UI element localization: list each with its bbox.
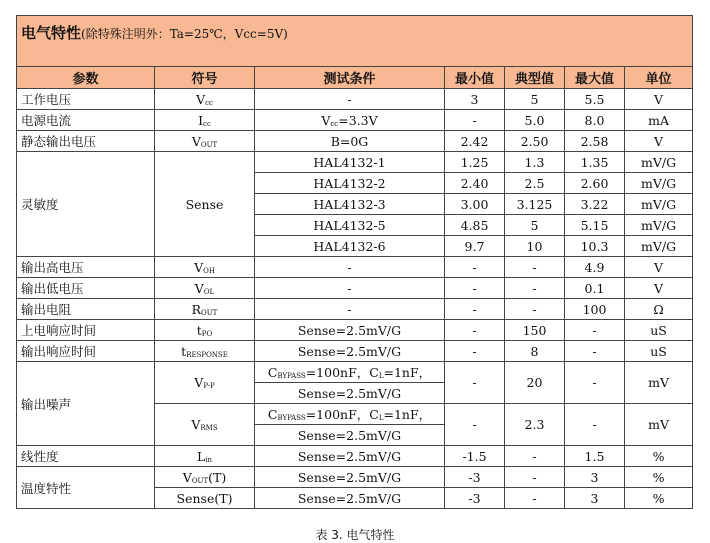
electrical-characteristics-table: [16, 15, 693, 509]
max-cell: 5.15: [565, 215, 625, 236]
condition-cell: HAL4132-6: [255, 236, 445, 257]
header-symbol: 符号: [155, 67, 255, 89]
unit-cell: mV/G: [625, 173, 693, 194]
min-cell: -1.5: [445, 446, 505, 467]
typ-cell: -: [505, 488, 565, 509]
typ-cell: -: [505, 299, 565, 320]
table-title-row: [17, 16, 693, 67]
symbol-cell: $V_{P-P}$: [155, 362, 255, 404]
max-cell: 100: [565, 299, 625, 320]
condition-cell: $C_{BYPASS}=100nF$，$C_L=1nF$，: [255, 362, 445, 383]
max-cell: 0.1: [565, 278, 625, 299]
typ-cell: 10: [505, 236, 565, 257]
symbol-cell: $V_{OUT}$: [155, 131, 255, 152]
max-cell: 10.3: [565, 236, 625, 257]
min-cell: 3: [445, 89, 505, 110]
symbol-cell: $V_{RMS}$: [155, 404, 255, 446]
param-cell: 上电响应时间: [17, 320, 155, 341]
condition-cell: HAL4132-3: [255, 194, 445, 215]
min-cell: 1.25: [445, 152, 505, 173]
typ-cell: 5.0: [505, 110, 565, 131]
typ-cell: 2.5: [505, 173, 565, 194]
header-typ: 典型值: [505, 67, 565, 89]
condition-cell: Sense=2.5mV/G: [255, 446, 445, 467]
unit-cell: mV/G: [625, 215, 693, 236]
symbol-cell: $t_{RESPONSE}$: [155, 341, 255, 362]
max-cell: 3: [565, 488, 625, 509]
unit-cell: uS: [625, 320, 693, 341]
typ-cell: -: [505, 446, 565, 467]
unit-cell: V: [625, 257, 693, 278]
condition-cell: $C_{BYPASS}=100nF$，$C_L=1nF$，: [255, 404, 445, 425]
condition-cell: Sense=2.5mV/G: [255, 383, 445, 404]
condition-cell: -: [255, 299, 445, 320]
unit-cell: %: [625, 488, 693, 509]
max-cell: -: [565, 362, 625, 404]
condition-cell: Sense=2.5mV/G: [255, 341, 445, 362]
typ-cell: -: [505, 257, 565, 278]
typ-cell: 1.3: [505, 152, 565, 173]
param-cell: 工作电压: [17, 89, 155, 110]
table-row: [17, 278, 693, 299]
min-cell: -: [445, 278, 505, 299]
param-cell: 输出响应时间: [17, 341, 155, 362]
symbol-cell: $L_{in}$: [155, 446, 255, 467]
table-row: [17, 341, 693, 362]
header-unit: 单位: [625, 67, 693, 89]
unit-cell: V: [625, 89, 693, 110]
typ-cell: 5: [505, 89, 565, 110]
unit-cell: mV/G: [625, 236, 693, 257]
table-row: [17, 299, 693, 320]
symbol-cell: $I_{cc}$: [155, 110, 255, 131]
min-cell: -: [445, 110, 505, 131]
table-caption: 表 3. 电气特性: [315, 528, 395, 542]
symbol-cell: $R_{OUT}$: [155, 299, 255, 320]
condition-cell: Sense=2.5mV/G: [255, 467, 445, 488]
min-cell: 4.85: [445, 215, 505, 236]
condition-cell: -: [255, 257, 445, 278]
condition-cell: HAL4132-1: [255, 152, 445, 173]
min-cell: -: [445, 320, 505, 341]
max-cell: 8.0: [565, 110, 625, 131]
max-cell: 2.58: [565, 131, 625, 152]
typ-cell: 3.125: [505, 194, 565, 215]
condition-cell: HAL4132-2: [255, 173, 445, 194]
table-title: [17, 16, 693, 67]
header-param: 参数: [17, 67, 155, 89]
typ-cell: 8: [505, 341, 565, 362]
min-cell: -: [445, 341, 505, 362]
min-cell: -: [445, 404, 505, 446]
param-cell: 输出高电压: [17, 257, 155, 278]
param-cell: 输出低电压: [17, 278, 155, 299]
typ-cell: 150: [505, 320, 565, 341]
table-row: [17, 152, 693, 173]
unit-cell: mV: [625, 404, 693, 446]
unit-cell: uS: [625, 341, 693, 362]
unit-cell: mV: [625, 362, 693, 404]
min-cell: -: [445, 257, 505, 278]
condition-cell: $V_{cc}=3.3V$: [255, 110, 445, 131]
max-cell: -: [565, 341, 625, 362]
min-cell: -3: [445, 488, 505, 509]
condition-cell: B=0G: [255, 131, 445, 152]
min-cell: -3: [445, 467, 505, 488]
table-title-main: 电气特性: [21, 24, 82, 42]
table-title-note: (除特殊注明外：Ta=25℃，Vcc=5V): [81, 27, 288, 41]
condition-cell: HAL4132-5: [255, 215, 445, 236]
unit-cell: V: [625, 278, 693, 299]
min-cell: 9.7: [445, 236, 505, 257]
condition-cell: -: [255, 278, 445, 299]
max-cell: -: [565, 320, 625, 341]
param-cell: 输出电阻: [17, 299, 155, 320]
typ-cell: 2.50: [505, 131, 565, 152]
typ-cell: 2.3: [505, 404, 565, 446]
min-cell: 2.40: [445, 173, 505, 194]
symbol-cell: $V_{OUT}(T)$: [155, 467, 255, 488]
table-row: [17, 362, 693, 383]
table-row: [17, 257, 693, 278]
unit-cell: mA: [625, 110, 693, 131]
symbol-cell: Sense(T): [155, 488, 255, 509]
table-header-row: [17, 67, 693, 89]
unit-cell: mV/G: [625, 194, 693, 215]
param-cell: 灵敏度: [17, 152, 155, 257]
max-cell: 4.9: [565, 257, 625, 278]
unit-cell: V: [625, 131, 693, 152]
symbol-cell: $V_{cc}$: [155, 89, 255, 110]
param-cell: 电源电流: [17, 110, 155, 131]
unit-cell: Ω: [625, 299, 693, 320]
table-row: [17, 446, 693, 467]
max-cell: 3: [565, 467, 625, 488]
param-cell: 输出噪声: [17, 362, 155, 446]
table-row: [17, 467, 693, 488]
unit-cell: %: [625, 446, 693, 467]
param-cell: 静态输出电压: [17, 131, 155, 152]
max-cell: 1.5: [565, 446, 625, 467]
header-max: 最大值: [565, 67, 625, 89]
condition-cell: -: [255, 89, 445, 110]
max-cell: 5.5: [565, 89, 625, 110]
typ-cell: -: [505, 278, 565, 299]
condition-cell: Sense=2.5mV/G: [255, 320, 445, 341]
symbol-cell: $V_{OL}$: [155, 278, 255, 299]
typ-cell: 5: [505, 215, 565, 236]
min-cell: -: [445, 299, 505, 320]
max-cell: 1.35: [565, 152, 625, 173]
header-condition: 测试条件: [255, 67, 445, 89]
min-cell: 3.00: [445, 194, 505, 215]
symbol-cell: $t_{PO}$: [155, 320, 255, 341]
condition-cell: Sense=2.5mV/G: [255, 425, 445, 446]
max-cell: 3.22: [565, 194, 625, 215]
max-cell: -: [565, 404, 625, 446]
unit-cell: mV/G: [625, 152, 693, 173]
min-cell: 2.42: [445, 131, 505, 152]
symbol-cell: $V_{OH}$: [155, 257, 255, 278]
header-min: 最小值: [445, 67, 505, 89]
min-cell: -: [445, 362, 505, 404]
table-row: [17, 110, 693, 131]
unit-cell: %: [625, 467, 693, 488]
param-cell: 温度特性: [17, 467, 155, 509]
table-row: [17, 89, 693, 110]
param-cell: 线性度: [17, 446, 155, 467]
typ-cell: -: [505, 467, 565, 488]
condition-cell: Sense=2.5mV/G: [255, 488, 445, 509]
table-row: [17, 320, 693, 341]
table-row: [17, 131, 693, 152]
typ-cell: 20: [505, 362, 565, 404]
symbol-cell: Sense: [155, 152, 255, 257]
max-cell: 2.60: [565, 173, 625, 194]
